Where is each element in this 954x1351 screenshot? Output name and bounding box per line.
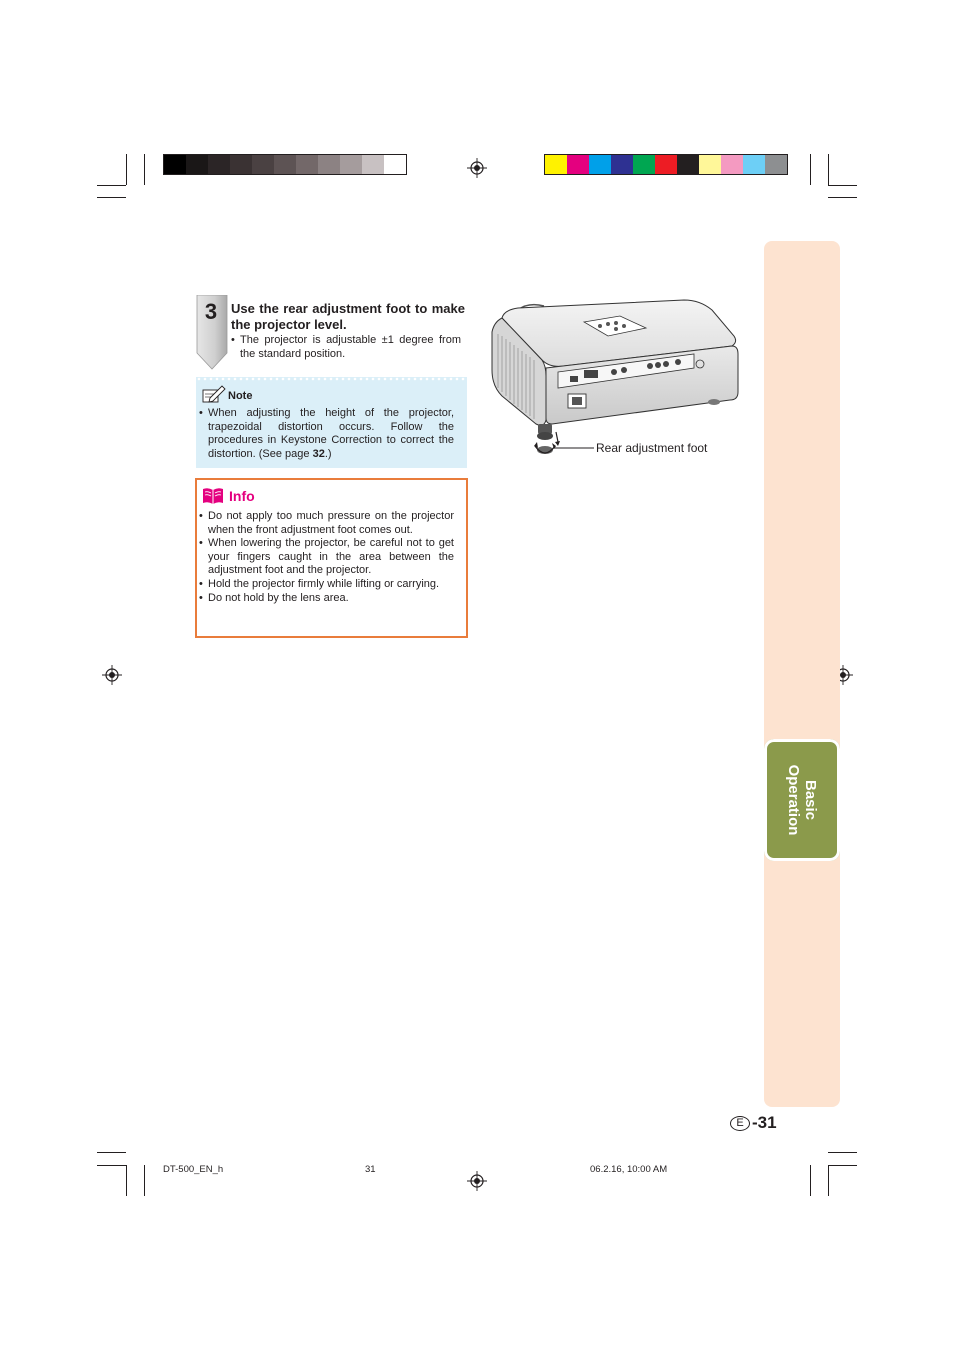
color-swatch bbox=[655, 155, 677, 174]
crop-mark bbox=[828, 154, 829, 185]
footer-datetime: 06.2.16, 10:00 AM bbox=[590, 1164, 668, 1175]
note-item: • When adjusting the height of the projector, trapezoidal distortion occurs. Follow the procedures in Keystone Correction to correct the distortion. (See page 32.) bbox=[199, 407, 454, 461]
crop-mark bbox=[828, 1152, 857, 1153]
registration-mark-icon bbox=[102, 665, 122, 685]
info-item: • Hold the projector firmly while lifting or carrying. bbox=[199, 578, 454, 592]
note-box bbox=[196, 377, 467, 468]
process-color-bar bbox=[544, 154, 788, 175]
footer-page: 31 bbox=[365, 1164, 376, 1175]
note-list bbox=[199, 407, 454, 461]
figure-caption: Rear adjustment foot bbox=[596, 441, 708, 455]
color-swatch bbox=[677, 155, 699, 174]
color-swatch bbox=[362, 155, 384, 174]
color-swatch bbox=[589, 155, 611, 174]
color-swatch bbox=[721, 155, 743, 174]
crop-mark bbox=[97, 1165, 126, 1166]
crop-mark bbox=[828, 197, 857, 198]
color-swatch bbox=[765, 155, 787, 174]
crop-mark bbox=[828, 1165, 857, 1166]
color-swatch bbox=[340, 155, 362, 174]
color-swatch bbox=[252, 155, 274, 174]
info-box bbox=[195, 478, 468, 638]
language-letter: E bbox=[730, 1116, 750, 1131]
registration-mark-icon bbox=[467, 158, 487, 178]
color-swatch bbox=[699, 155, 721, 174]
step-bullet: • The projector is adjustable ±1 degree from the standard position. bbox=[231, 334, 461, 360]
color-swatch bbox=[384, 155, 406, 174]
crop-mark bbox=[97, 197, 126, 198]
crop-mark bbox=[810, 154, 811, 185]
section-tab-basic-operation[interactable] bbox=[764, 739, 840, 861]
open-book-icon bbox=[202, 487, 224, 505]
color-swatch bbox=[274, 155, 296, 174]
crop-mark bbox=[828, 185, 857, 186]
page-number-value: -31 bbox=[752, 1113, 777, 1132]
info-item: • When lowering the projector, be careful not to get your fingers caught in the area between the adjustment foot and the projector. bbox=[199, 537, 454, 578]
footer-filename: DT-500_EN_h bbox=[163, 1164, 224, 1175]
color-swatch bbox=[633, 155, 655, 174]
crop-mark bbox=[126, 1165, 127, 1196]
color-swatch bbox=[567, 155, 589, 174]
note-dotted-border bbox=[196, 377, 467, 381]
note-heading bbox=[202, 384, 252, 404]
grayscale-color-bar bbox=[163, 154, 407, 175]
color-swatch bbox=[208, 155, 230, 174]
color-swatch bbox=[164, 155, 186, 174]
step-number: 3 bbox=[204, 299, 218, 324]
step-number-badge bbox=[195, 295, 229, 371]
section-tab-label: Basic Operation bbox=[785, 764, 819, 836]
info-label: Info bbox=[229, 488, 255, 504]
color-swatch bbox=[545, 155, 567, 174]
crop-mark bbox=[97, 185, 126, 186]
registration-mark-icon bbox=[467, 1171, 487, 1191]
step-title: Use the rear adjustment foot to make the projector level. bbox=[231, 301, 465, 332]
crop-mark bbox=[126, 154, 127, 185]
info-item: • Do not hold by the lens area. bbox=[199, 592, 454, 606]
crop-mark bbox=[97, 1152, 126, 1153]
info-heading bbox=[202, 487, 255, 505]
info-list bbox=[199, 510, 454, 605]
pencil-note-icon bbox=[202, 384, 226, 404]
color-swatch bbox=[230, 155, 252, 174]
crop-mark bbox=[828, 1165, 829, 1196]
crop-mark bbox=[144, 1165, 145, 1196]
color-swatch bbox=[318, 155, 340, 174]
crop-mark bbox=[144, 154, 145, 185]
crop-mark bbox=[810, 1165, 811, 1196]
note-label: Note bbox=[228, 390, 253, 402]
color-swatch bbox=[296, 155, 318, 174]
side-index-strip bbox=[764, 241, 840, 1107]
color-swatch bbox=[743, 155, 765, 174]
info-item: • Do not apply too much pressure on the projector when the front adjustment foot comes out. bbox=[199, 510, 454, 537]
color-swatch bbox=[611, 155, 633, 174]
color-swatch bbox=[186, 155, 208, 174]
page-number bbox=[730, 1113, 777, 1133]
